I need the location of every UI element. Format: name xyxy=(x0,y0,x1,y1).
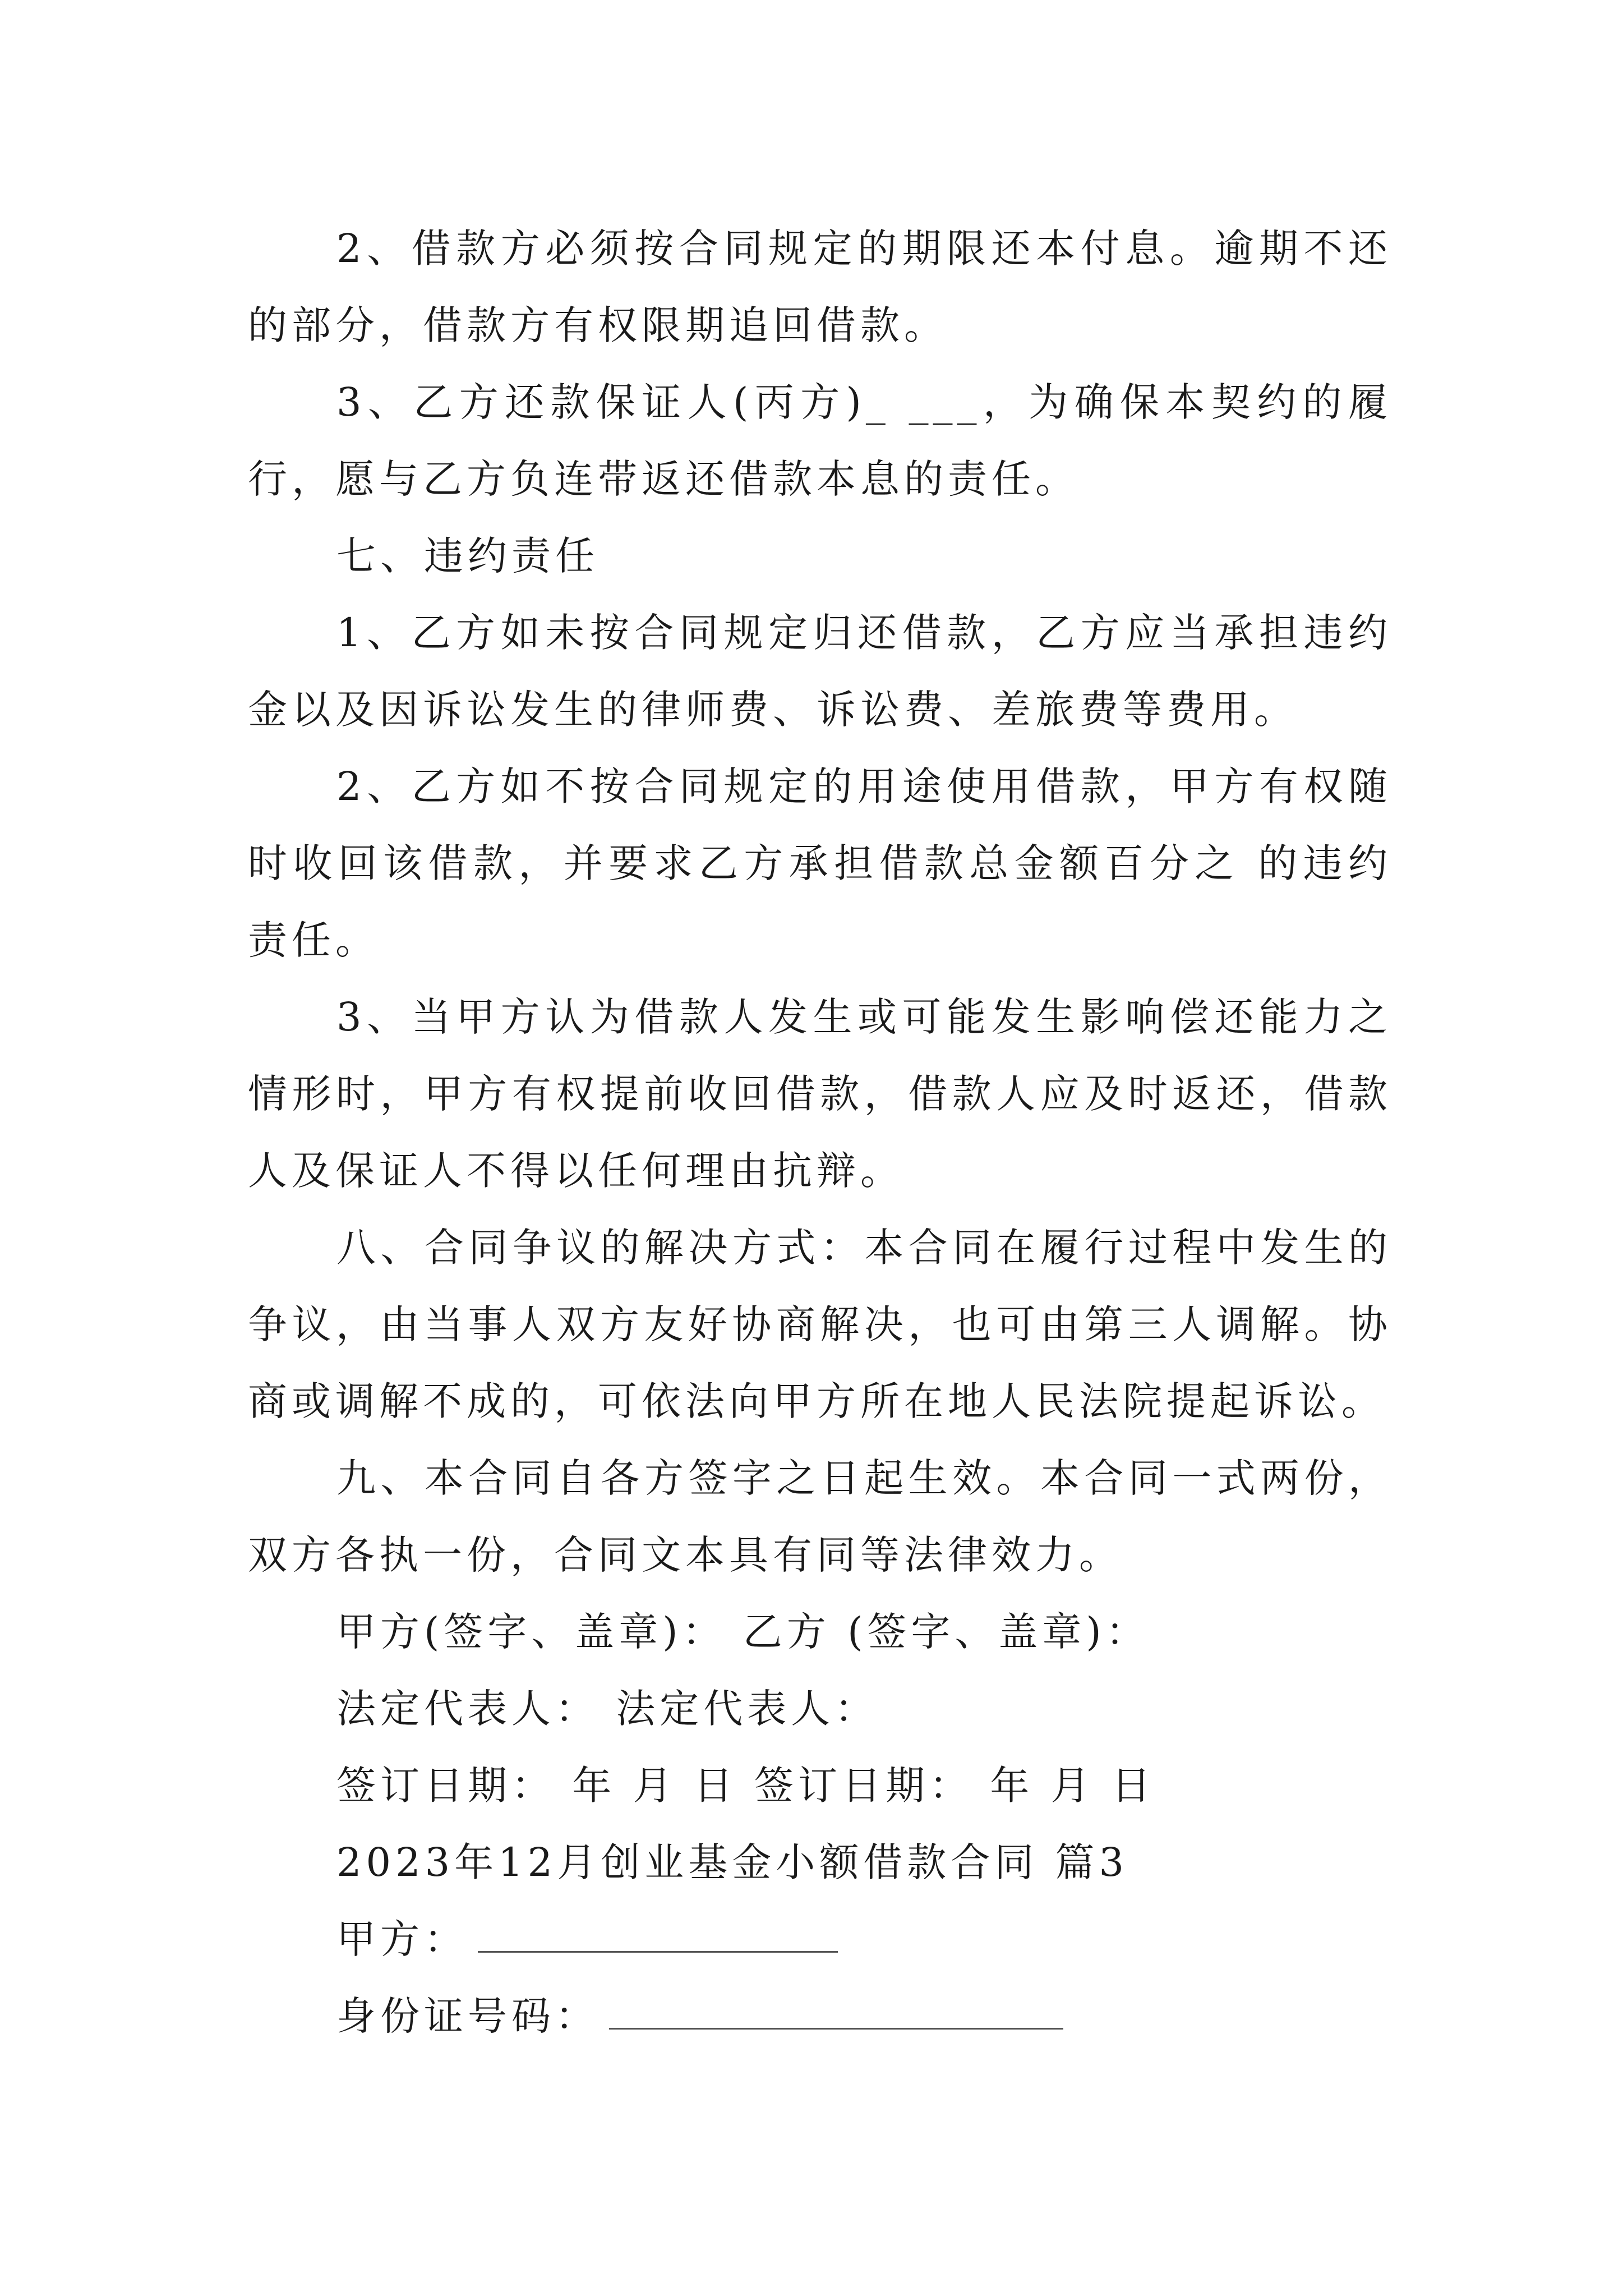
section-title: 2023年12月创业基金小额借款合同 篇3 xyxy=(336,1839,1129,1885)
party-a-label: 甲方： xyxy=(336,1916,468,1962)
section-heading-breach: 七、违约责任 xyxy=(336,533,599,579)
clause-breach-2: 2、乙方如不按合同规定的用途使用借款，甲方有权随时收回该借款，并要求乙方承担借款总金额百分之 的违约责任。 xyxy=(248,763,1392,963)
clause-repayment-term: 2、借款方必须按合同规定的期限还本付息。逾期不还的部分，借款方有权限期追回借款。 xyxy=(248,226,1392,348)
clause-breach-1: 1、乙方如未按合同规定归还借款，乙方应当承担违约金以及因诉讼发生的律师费、诉讼费、差旅费等费用。 xyxy=(248,610,1392,733)
party-a-field xyxy=(248,1901,1392,1978)
clause-dispute-resolution: 八、合同争议的解决方式：本合同在履行过程中发生的争议，由当事人双方友好协商解决，也可由第三人调解。协商或调解不成的，可依法向甲方所在地人民法院提起诉讼。 xyxy=(248,1225,1392,1424)
signature-date-line: 签订日期： 年 月 日 签订日期： 年 月 日 xyxy=(336,1763,1155,1809)
id-number-blank xyxy=(609,1995,1063,2030)
id-number-label: 身份证号码： xyxy=(336,1993,599,2039)
clause-guarantor: 3、乙方还款保证人(丙方)_ ___，为确保本契约的履行，愿与乙方负连带返还借款本息的责任。 xyxy=(248,379,1392,502)
signature-party-line: 甲方(签字、盖章)： 乙方 (签字、盖章)： xyxy=(336,1609,1150,1655)
party-a-blank xyxy=(478,1918,838,1953)
clause-breach-3: 3、当甲方认为借款人发生或可能发生影响偿还能力之情形时，甲方有权提前收回借款，借款人应及时返还，借款人及保证人不得以任何理由抗辩。 xyxy=(248,994,1392,1194)
clause-effectiveness: 九、本合同自各方签字之日起生效。本合同一式两份，双方各执一份，合同文本具有同等法律效力。 xyxy=(248,1455,1392,1578)
signature-representative-line: 法定代表人： 法定代表人： xyxy=(336,1686,879,1732)
document-body xyxy=(248,210,1392,2055)
id-number-field xyxy=(248,1978,1392,2055)
